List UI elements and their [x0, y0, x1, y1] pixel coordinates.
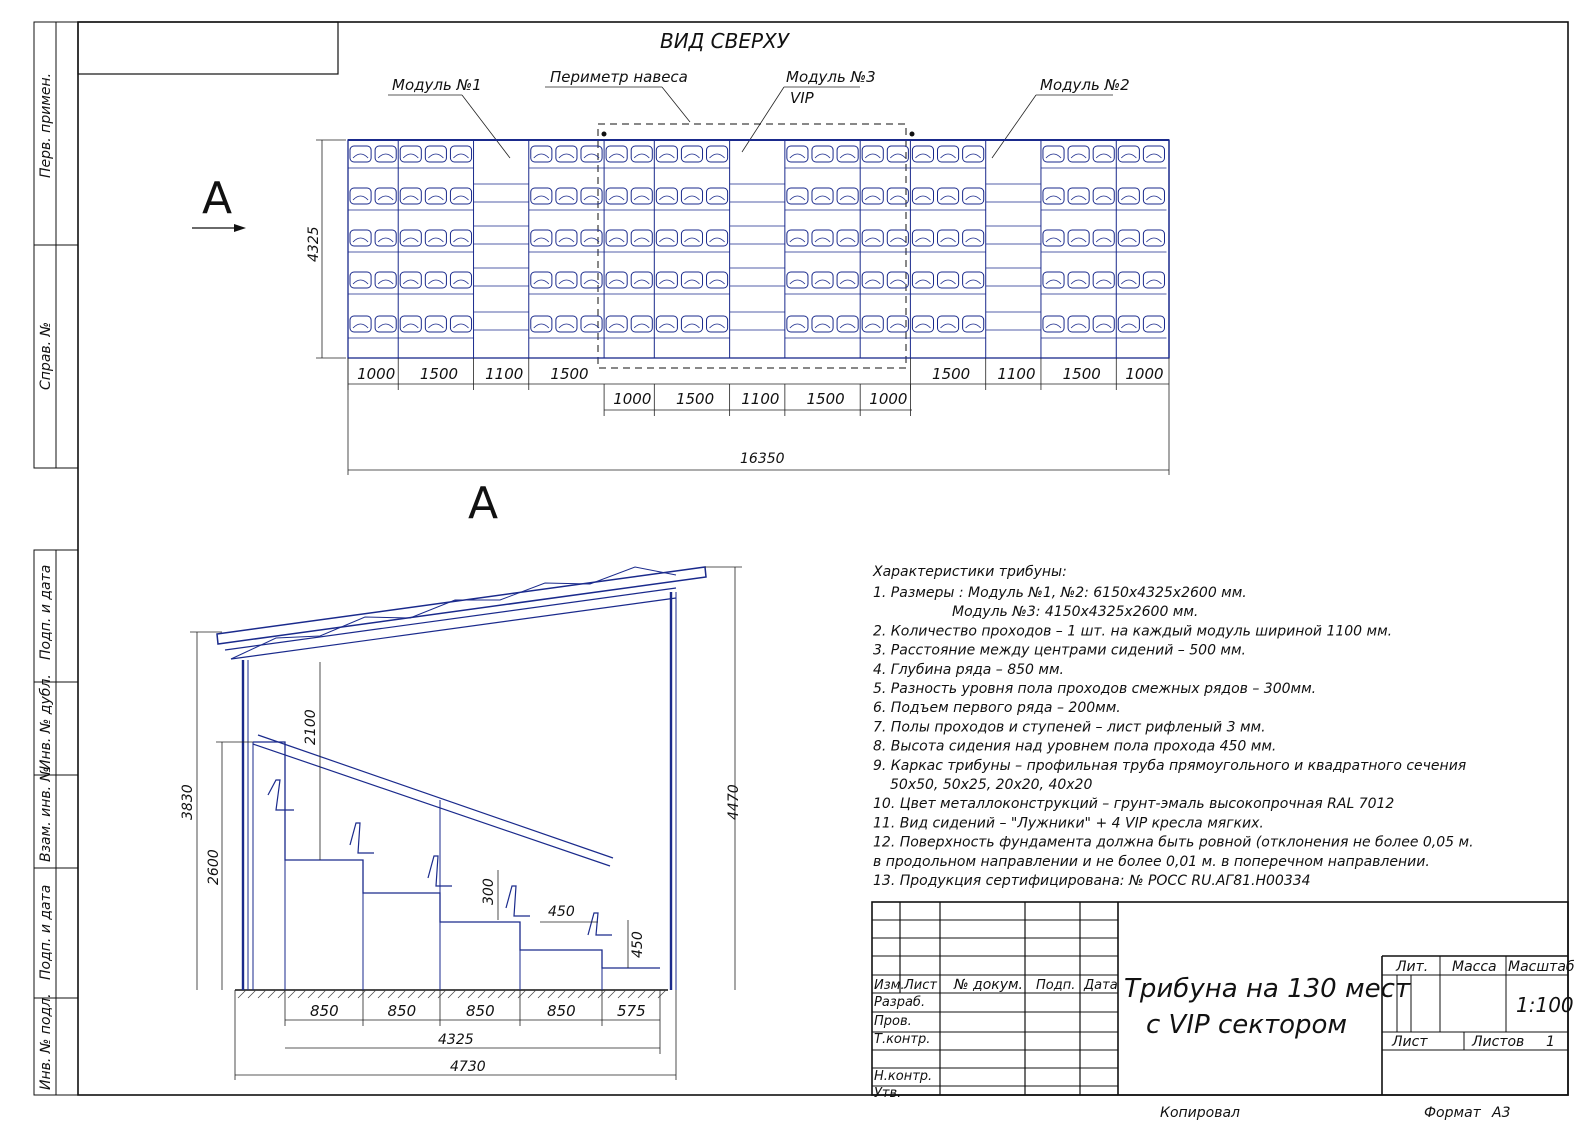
seat	[707, 230, 728, 246]
spec-line: 3. Расстояние между центрами сидений – 500 мм.	[873, 642, 1246, 659]
sheet-frame	[78, 22, 1568, 1095]
dim-450-w: 450	[548, 904, 575, 920]
tb-scale: 1:100	[1516, 993, 1574, 1017]
seat	[606, 230, 627, 246]
tb-lit: Лит.	[1396, 959, 1429, 975]
seat	[963, 146, 984, 162]
view-marker-lower: А	[468, 478, 499, 529]
stamp-podp-data-1: Подп. и дата	[38, 564, 54, 660]
seat	[707, 146, 728, 162]
seat	[350, 188, 371, 204]
tb-sheets: Листов	[1472, 1034, 1525, 1050]
seat	[656, 146, 677, 162]
seat	[450, 272, 471, 288]
dim-row-depth: 850	[387, 1002, 417, 1020]
drawing-name-line-2: с VIP сектором	[1146, 1010, 1348, 1040]
seat	[862, 316, 883, 332]
tb-col-podp: Подп.	[1036, 978, 1076, 993]
spec-line: 9. Каркас трибуны – профильная труба прямоугольного и квадратного сечения	[873, 757, 1467, 774]
seat	[837, 188, 858, 204]
spec-line: Модуль №3: 4150х4325х2600 мм.	[952, 604, 1199, 621]
seat	[862, 230, 883, 246]
footer-format: Формат	[1424, 1105, 1481, 1121]
stamp-inv-podl: Инв. № подл.	[38, 993, 54, 1090]
seat	[581, 272, 602, 288]
seat	[1143, 230, 1164, 246]
spec-line: 13. Продукция сертифицирована: № РОСС RU.АГ81.Н00334	[873, 873, 1311, 889]
seat	[1143, 316, 1164, 332]
seat	[887, 230, 908, 246]
seat	[531, 188, 552, 204]
seat	[912, 230, 933, 246]
title-block	[872, 902, 1575, 1101]
tb-prov: Пров.	[874, 1014, 912, 1029]
dim-plan-depth: 4325	[306, 226, 322, 262]
spec-line: 11. Вид сидений – "Лужники" + 4 VIP кресла мягких.	[873, 815, 1264, 832]
dim-2100: 2100	[303, 709, 319, 745]
spec-line: в продольном направлении и не более 0,01 м. в поперечном направлении.	[873, 853, 1430, 870]
dim-450-h: 450	[630, 931, 646, 958]
dim-300: 300	[481, 878, 497, 905]
seat	[887, 188, 908, 204]
tb-col-izm: Изм.	[874, 978, 905, 993]
seat	[375, 146, 396, 162]
seat	[581, 188, 602, 204]
seat	[375, 188, 396, 204]
seat	[812, 272, 833, 288]
seat	[681, 146, 702, 162]
seat	[531, 230, 552, 246]
seat	[606, 272, 627, 288]
footer-kopiroval: Копировал	[1160, 1105, 1240, 1121]
tb-col-doc: № докум.	[954, 977, 1024, 993]
seat	[606, 188, 627, 204]
seat	[556, 146, 577, 162]
view-arrowhead	[234, 224, 246, 232]
dim-plan-segment: 1000	[357, 365, 396, 383]
seat	[707, 316, 728, 332]
seat	[681, 188, 702, 204]
specs-title: Характеристики трибуны:	[873, 564, 1067, 580]
seat	[963, 272, 984, 288]
label-canopy-perimeter: Периметр навеса	[550, 68, 688, 86]
seat	[862, 188, 883, 204]
seat	[1093, 230, 1114, 246]
specifications	[872, 564, 1474, 889]
dim-plan-segment: 1000	[1125, 365, 1164, 383]
dim-3830: 3830	[180, 784, 196, 820]
seat	[707, 272, 728, 288]
dim-plan-segment: 1100	[997, 365, 1036, 383]
dim-plan-segment: 1500	[1062, 365, 1101, 383]
seat	[556, 188, 577, 204]
seat	[707, 188, 728, 204]
seat	[1118, 230, 1139, 246]
seat	[862, 146, 883, 162]
seat	[350, 316, 371, 332]
stamp-vzam-inv: Взам. инв. №	[38, 766, 54, 862]
dim-vip-segment: 1500	[675, 390, 715, 408]
seat	[606, 146, 627, 162]
seat	[450, 146, 471, 162]
seat	[656, 230, 677, 246]
seat	[1068, 230, 1089, 246]
seat	[631, 272, 652, 288]
tb-tkontr: Т.контр.	[874, 1032, 931, 1047]
seat	[425, 188, 446, 204]
seat	[1068, 188, 1089, 204]
tb-sheet: Лист	[1392, 1034, 1428, 1050]
seat	[1043, 146, 1064, 162]
spec-line: 10. Цвет металлоконструкций – грунт-эмаль высокопрочная RAL 7012	[873, 796, 1395, 813]
left-stamp-column	[34, 22, 78, 1095]
stamp-perv-primen: Перв. примен.	[38, 72, 54, 178]
seat	[656, 272, 677, 288]
seat	[1093, 146, 1114, 162]
seat	[556, 272, 577, 288]
seat	[631, 188, 652, 204]
dim-plan-segment: 1500	[419, 365, 459, 383]
seat	[1043, 230, 1064, 246]
seat	[631, 230, 652, 246]
dim-plan-segment: 1100	[485, 365, 524, 383]
tb-masshtab: Масштаб	[1508, 959, 1575, 975]
seat	[350, 146, 371, 162]
seat	[1068, 146, 1089, 162]
dim-vip-segment: 1000	[869, 390, 908, 408]
seat	[581, 316, 602, 332]
seat	[400, 146, 421, 162]
tb-nkontr: Н.контр.	[874, 1069, 933, 1084]
tb-utv: Утв.	[874, 1086, 902, 1101]
spec-line: 1. Размеры : Модуль №1, №2: 6150х4325х2600 мм.	[873, 585, 1247, 601]
dim-plan-segment: 1500	[932, 365, 971, 383]
seat	[963, 230, 984, 246]
seat	[1093, 316, 1114, 332]
seat	[631, 146, 652, 162]
seat	[1143, 272, 1164, 288]
top-view-title: ВИД СВЕРХУ	[660, 29, 789, 53]
seat	[938, 316, 959, 332]
corner-stamp-box	[78, 22, 338, 74]
plan-view	[348, 140, 1169, 358]
seat	[887, 146, 908, 162]
dim-plan-segment: 1500	[550, 365, 589, 383]
seat	[938, 272, 959, 288]
seat	[787, 316, 808, 332]
seat	[581, 146, 602, 162]
label-module-2: Модуль №2	[1040, 76, 1130, 94]
seat	[681, 316, 702, 332]
seat	[425, 272, 446, 288]
seat	[887, 316, 908, 332]
view-marker-upper: А	[202, 173, 233, 224]
seat	[837, 146, 858, 162]
spec-line: 5. Разность уровня пола проходов смежных рядов – 300мм.	[873, 681, 1317, 697]
dim-4470: 4470	[726, 784, 742, 820]
stamp-sprav-no: Справ. №	[38, 321, 54, 390]
seat	[450, 316, 471, 332]
seat	[556, 230, 577, 246]
seat	[837, 316, 858, 332]
seat	[400, 316, 421, 332]
seat	[837, 230, 858, 246]
dim-4325: 4325	[438, 1032, 474, 1048]
tb-sheets-count: 1	[1546, 1034, 1555, 1050]
seat	[787, 272, 808, 288]
stamp-podp-data-2: Подп. и дата	[38, 884, 54, 980]
seat	[375, 230, 396, 246]
seat	[425, 230, 446, 246]
seat	[681, 230, 702, 246]
spec-line: 7. Полы проходов и ступеней – лист рифленый 3 мм.	[873, 719, 1266, 736]
seat	[1143, 146, 1164, 162]
dim-vip-segment: 1100	[741, 390, 780, 408]
tb-col-list: Лист	[904, 978, 937, 993]
seat	[400, 230, 421, 246]
spec-line: 12. Поверхность фундамента должна быть ровной (отклонения не более 0,05 м.	[873, 834, 1474, 851]
seat	[375, 272, 396, 288]
seat	[531, 272, 552, 288]
spec-line: 6. Подъем первого ряда – 200мм.	[873, 700, 1121, 717]
seat	[531, 316, 552, 332]
seat	[1043, 188, 1064, 204]
seat	[1068, 316, 1089, 332]
seat	[938, 146, 959, 162]
seat	[1043, 316, 1064, 332]
dim-vip-segment: 1000	[613, 390, 652, 408]
dim-4730: 4730	[450, 1059, 486, 1075]
seat	[350, 272, 371, 288]
seat	[862, 272, 883, 288]
seat	[812, 146, 833, 162]
seat	[581, 230, 602, 246]
label-module-1: Модуль №1	[392, 76, 482, 94]
seat	[450, 188, 471, 204]
seat	[1043, 272, 1064, 288]
seat	[656, 316, 677, 332]
seat	[963, 316, 984, 332]
seat	[556, 316, 577, 332]
seat	[938, 230, 959, 246]
seat	[350, 230, 371, 246]
plan-dimensions	[306, 140, 1169, 475]
seat	[425, 316, 446, 332]
seat	[887, 272, 908, 288]
seat	[531, 146, 552, 162]
tb-col-data: Дата	[1084, 978, 1118, 993]
dim-row-depth: 575	[617, 1002, 646, 1020]
seat	[606, 316, 627, 332]
dim-2600: 2600	[206, 849, 222, 885]
spec-line: 2. Количество проходов – 1 шт. на каждый модуль шириной 1100 мм.	[873, 623, 1393, 640]
seat	[963, 188, 984, 204]
seat	[1118, 146, 1139, 162]
dim-row-depth: 850	[466, 1002, 495, 1020]
stand-steps	[253, 742, 660, 968]
tb-razrab: Разраб.	[874, 995, 926, 1010]
seat	[400, 188, 421, 204]
dim-total-length: 16350	[740, 451, 785, 467]
drawing-name-line-1: Трибуна на 130 мест	[1124, 974, 1411, 1004]
seat	[1118, 188, 1139, 204]
seat	[1068, 272, 1089, 288]
seat	[656, 188, 677, 204]
seat	[1118, 316, 1139, 332]
seat	[787, 146, 808, 162]
seat	[400, 272, 421, 288]
dim-vip-segment: 1500	[806, 390, 845, 408]
seat	[1143, 188, 1164, 204]
seat	[837, 272, 858, 288]
seat	[938, 188, 959, 204]
seat	[425, 146, 446, 162]
seat	[812, 230, 833, 246]
seat	[787, 230, 808, 246]
stamp-inv-dubl: Инв. № дубл.	[38, 674, 54, 770]
seat	[912, 272, 933, 288]
roof-canopy	[217, 567, 706, 644]
spec-line: 4. Глубина ряда – 850 мм.	[873, 661, 1064, 678]
seat	[1093, 272, 1114, 288]
footer-format-value: А3	[1492, 1105, 1511, 1121]
seat	[912, 316, 933, 332]
seat	[375, 316, 396, 332]
seat	[812, 316, 833, 332]
seat	[450, 230, 471, 246]
dim-row-depth: 850	[310, 1002, 339, 1020]
seat	[787, 188, 808, 204]
seat	[631, 316, 652, 332]
seat	[1093, 188, 1114, 204]
seat	[681, 272, 702, 288]
spec-line: 50х50, 50х25, 20х20, 40х20	[890, 777, 1093, 793]
label-module-3: Модуль №3	[786, 68, 876, 86]
spec-line: 8. Высота сидения над уровнем пола прохода 450 мм.	[873, 738, 1277, 755]
tb-massa: Масса	[1452, 959, 1497, 975]
seat	[1118, 272, 1139, 288]
seat	[912, 146, 933, 162]
label-vip: VIP	[790, 89, 814, 107]
dim-row-depth: 850	[547, 1002, 576, 1020]
seat	[812, 188, 833, 204]
seat	[912, 188, 933, 204]
